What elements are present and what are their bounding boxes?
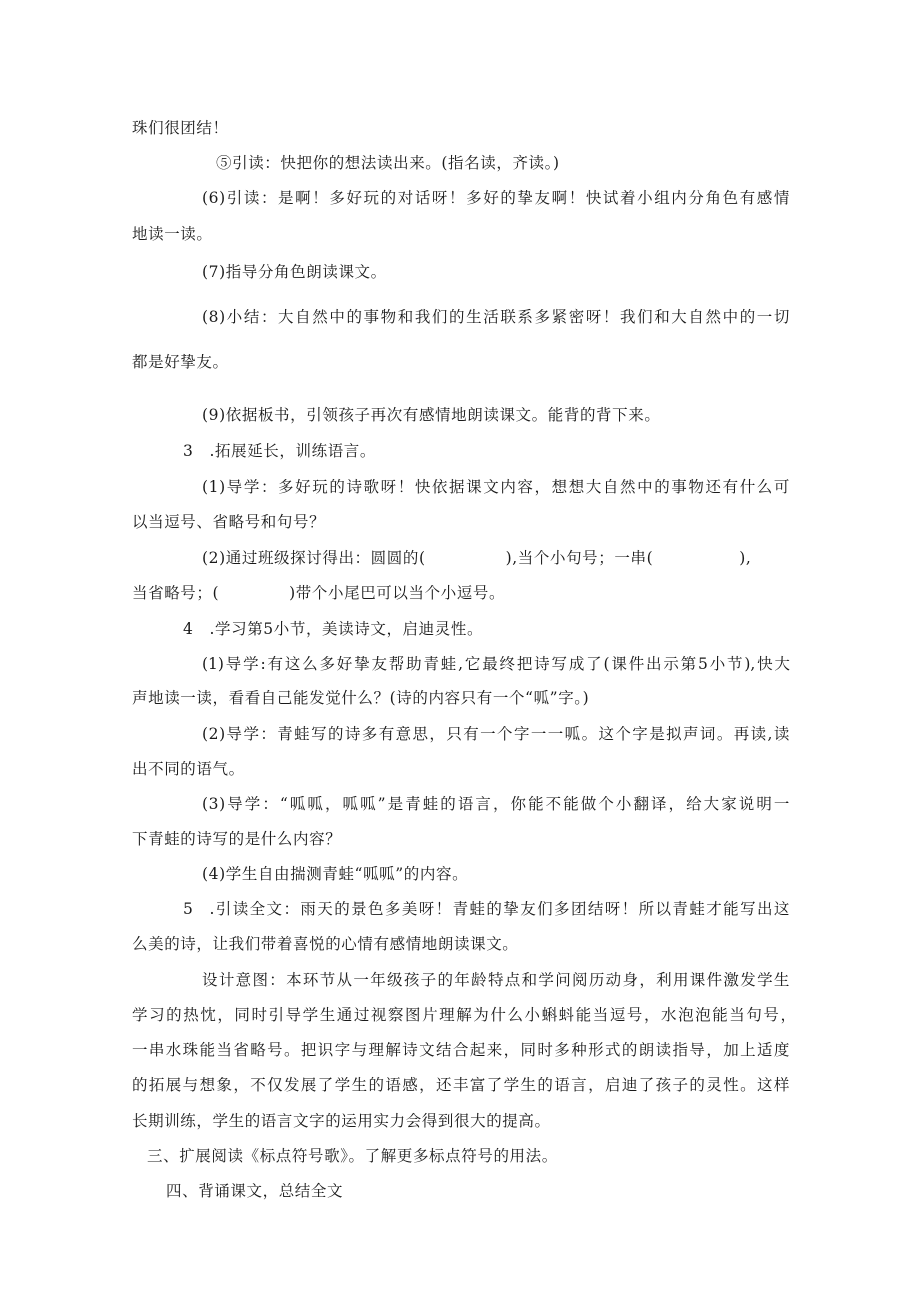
text-line: 以当逗号、省略号和句号？ [132, 513, 326, 531]
text-line: 下青蛙的诗写的是什么内容？ [132, 830, 342, 848]
fill-in-line [202, 548, 751, 568]
fill-in-text: (2)通过班级探讨得出：圆圆的( [202, 549, 426, 567]
text-line: (3)导学：“呱呱，呱呱”是青蛙的语言，你能不能做个小翻译，给大家说明一 [202, 795, 790, 813]
fill-in-text: 当省略号；( [132, 584, 220, 602]
text-line: 出不同的语气。 [132, 760, 245, 778]
section-title: .拓展延长，训练语言。 [209, 442, 376, 460]
fill-in-text: )带个小尾巴可以当个小逗号。 [289, 584, 506, 602]
text-line: (8)小结：大自然中的事物和我们的生活联系多紧密呀！我们和大自然中的一切 [202, 308, 790, 326]
section-heading [183, 619, 483, 639]
text-line: 三、扩展阅读《标点符号歌》。了解更多标点符号的用法。 [147, 1147, 558, 1165]
text-line: 都是好挚友。 [132, 353, 229, 371]
text-line: 四、背诵课文，总结全文 [166, 1182, 344, 1200]
design-intent-line: 长期训练，学生的语言文字的运用实力会得到很大的提高。 [132, 1112, 551, 1130]
section-title: .引读全文：雨天的景色多美呀！青蛙的挚友们多团结呀！所以青蛙才能写出这 [209, 900, 790, 918]
text-line: (2)导学：青蛙写的诗多有意思，只有一个字一一呱。这个字是拟声词。再读,读 [202, 725, 790, 743]
section-heading [183, 899, 790, 919]
design-intent-line: 设计意图：本环节从一年级孩子的年龄特点和学问阅历动身，利用课件激发学生 [202, 971, 790, 989]
text-line: (9)依据板书，引领孩子再次有感情地朗读课文。能背的背下来。 [202, 406, 661, 424]
section-number: 5 [183, 900, 194, 918]
text-line: (4)学生自由揣测青蛙“呱呱”的内容。 [202, 865, 469, 883]
section-number: 3 [183, 442, 194, 460]
fill-in-text: ), [739, 549, 752, 567]
section-heading [183, 441, 376, 461]
text-line: ⑤引读：快把你的想法读出来。(指名读，齐读。) [216, 154, 560, 172]
fill-in-line [132, 583, 505, 603]
text-line: (7)指导分角色朗读课文。 [202, 263, 387, 281]
text-line: (1)导学:有这么多好挚友帮助青蛙,它最终把诗写成了(课件出示第5小节),快大 [202, 655, 790, 673]
section-title: .学习第5小节，美读诗文，启迪灵性。 [209, 620, 484, 638]
text-line: 地读一读。 [132, 225, 213, 243]
design-intent-line: 的拓展与想象，不仅发展了学生的语感，还丰富了学生的语言，启迪了孩子的灵性。这样 [132, 1076, 790, 1094]
text-line: (1)导学：多好玩的诗歌呀！快依据课文内容，想想大自然中的事物还有什么可 [202, 478, 790, 496]
design-intent-line: 一串水珠能当省略号。把识字与理解诗文结合起来，同时多种形式的朗读指导，加上适度 [132, 1041, 790, 1059]
text-line: 么美的诗，让我们带着喜悦的心情有感情地朗读课文。 [132, 935, 519, 953]
text-line: (6)引读：是啊！多好玩的对话呀！多好的挚友啊！快试着小组内分角色有感情 [202, 189, 790, 207]
text-line: 声地读一读，看看自己能发觉什么？(诗的内容只有一个“呱”字。) [132, 689, 590, 707]
text-line: 珠们很团结！ [132, 119, 229, 137]
design-intent-line: 学习的热忱，同时引导学生通过视察图片理解为什么小蝌蚪能当逗号，水泡泡能当句号， [132, 1006, 796, 1024]
fill-in-text: ),当个小句号；一串( [505, 549, 654, 567]
section-number: 4 [183, 620, 194, 638]
